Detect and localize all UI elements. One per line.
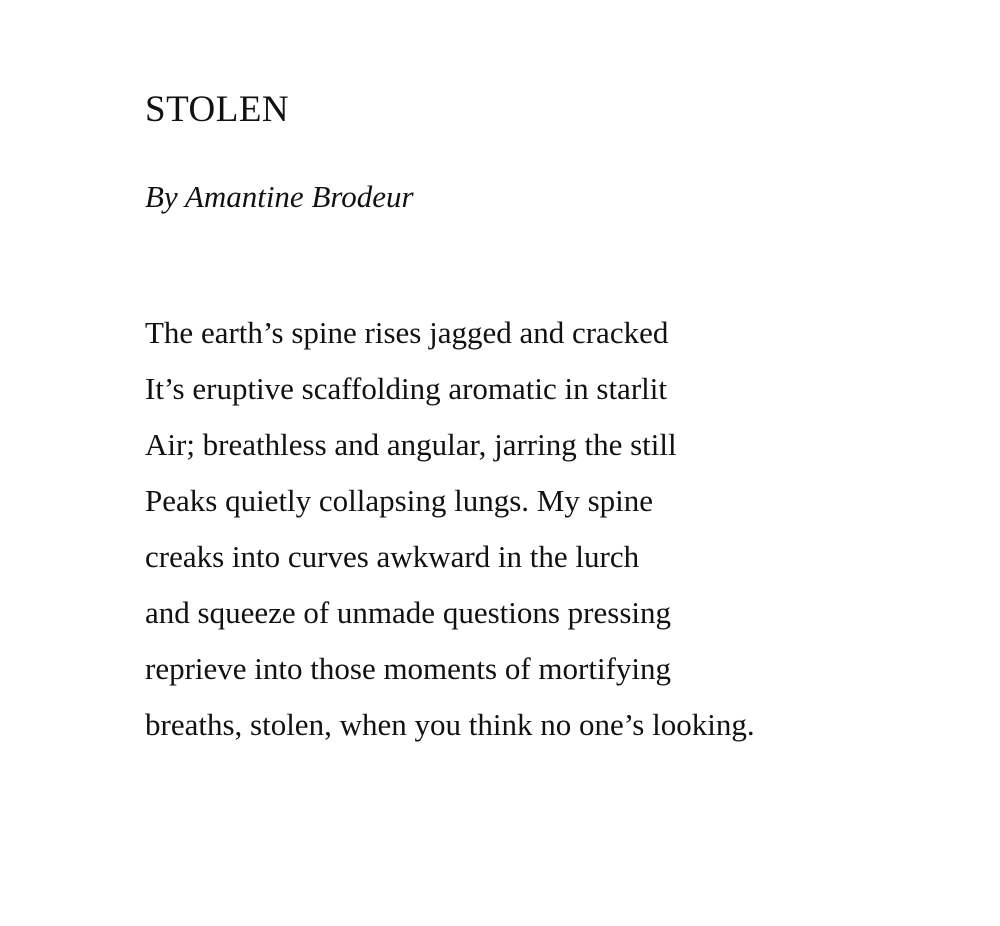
poem-line: It’s eruptive scaffolding aromatic in starlit [145, 371, 667, 406]
poem-body [145, 305, 755, 753]
poem-line: Air; breathless and angular, jarring the still [145, 427, 677, 462]
poem-title: STOLEN [145, 89, 290, 130]
poem-line: reprieve into those moments of mortifying [145, 651, 672, 686]
poem-line: creaks into curves awkward in the lurch [145, 539, 640, 574]
poem-line: Peaks quietly collapsing lungs. My spine [145, 483, 654, 518]
poem-line: and squeeze of unmade questions pressing [145, 595, 672, 630]
poem-line: breaths, stolen, when you think no one’s looking. [145, 707, 755, 742]
poem-byline: By Amantine Brodeur [145, 179, 414, 214]
poem-line: The earth’s spine rises jagged and cracked [145, 315, 669, 350]
